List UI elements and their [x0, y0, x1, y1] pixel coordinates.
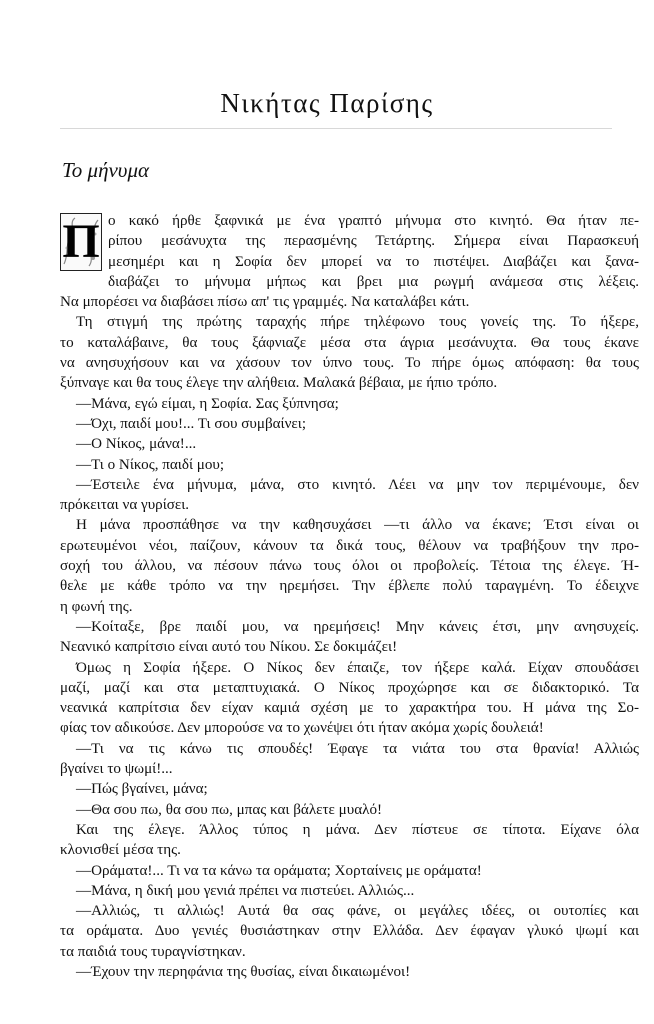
text-line: το καταλάβαινε, θα τους ξάφνιαζε μέσα στα άγρια μεσάνυχτα. Θα τους έκανε	[60, 334, 639, 351]
text-line: βγαίνει το ψωμί!...	[60, 761, 173, 778]
text-line: η φωνή της.	[60, 598, 133, 615]
text-line: πρόκειται να γυρίσει.	[60, 497, 190, 514]
text-line: Νεανικό καπρίτσιο είναι αυτό του Νίκου. Σε δοκιμάζει!	[60, 639, 398, 656]
text-line: —Τι να τις κάνω τις σπουδές! Έφαγε τα νιάτα του στα θρανία! Αλλιώς	[76, 740, 639, 757]
drop-cap-letter: Π	[62, 215, 100, 268]
text-line: διαβάζει το μήνυμα μήπως και βρει μια ρωγμή ανάμεσα στις λέξεις.	[108, 273, 639, 290]
text-line: μαζί, μαζί και στα μεταπτυχιακά. Ο Νίκος προχώρησε και σε διδακτορικό. Τα	[60, 679, 639, 696]
text-line: —Ο Νίκος, μάνα!...	[76, 436, 197, 453]
story-title: Το μήνυμα	[62, 158, 150, 182]
text-line: —Οράματα!... Τι να τα κάνω τα οράματα; Χορταίνεις με οράματα!	[76, 862, 482, 879]
text-line: τα παιδιά τους τυραγνίστηκαν.	[60, 943, 246, 960]
text-line: Και της έλεγε. Άλλος τύπος η μάνα. Δεν πίστευε σε τίποτα. Είχανε όλα	[76, 821, 639, 838]
story-body	[60, 211, 639, 982]
text-line: Τη στιγμή της πρώτης ταραχής πήρε τηλέφωνο τους γονείς της. Το ήξερε,	[76, 314, 639, 331]
text-line: μεσημέρι και η Σοφία δεν μπορεί να το πιστέψει. Διαβάζει και ξανα-	[108, 253, 639, 270]
text-line: τα οράματα. Δυο γενιές θυσιάστηκαν στην Ελλάδα. Δεν έφαγαν γλυκό ψωμί και	[60, 923, 639, 940]
text-line: —Κοίταξε, βρε παιδί μου, να ηρεμήσεις! Μην κάνεις έτσι, μην ανησυχείς.	[76, 618, 639, 635]
text-line: φίας τον αδικούσε. Δεν μπορούσε να το χωνέψει ότι ήταν ακόμα χωρίς δουλειά!	[60, 720, 544, 737]
text-line: ρίπου μεσάνυχτα της περασμένης Τετάρτης. Σήμερα είναι Παρασκευή	[108, 233, 639, 250]
text-line: νεανικά καπρίτσια δεν είχαν καμιά σχέση με το χαρακτήρα του. Η μάνα της Σο-	[60, 700, 639, 717]
text-line: —Τι ο Νίκος, παιδί μου;	[76, 456, 225, 473]
text-line: ξύπναγε και θα τους έλεγε την αλήθεια. Μαλακά βέβαια, με ήπιο τρόπο.	[60, 375, 498, 392]
text-line: —Μάνα, εγώ είμαι, η Σοφία. Σας ξύπνησα;	[76, 395, 339, 412]
text-line: —Θα σου πω, θα σου πω, μπας και βάλετε μυαλό!	[76, 801, 383, 818]
text-line: —Αλλιώς, τι αλλιώς! Αυτά θα σας φάνε, οι μεγάλες ιδέες, οι ουτοπίες και	[76, 903, 639, 920]
text-line: ερωτευμένοι νέοι, παίζουν, κάνουν τα δικά τους, θέλουν να τραβήξουν την προ-	[60, 537, 639, 554]
text-line: ο κακό ήρθε ξαφνικά με ένα γραπτό μήνυμα στο κινητό. Θα ήταν πε-	[108, 213, 639, 229]
header-divider	[60, 128, 612, 129]
text-line: —Μάνα, η δική μου γενιά πρέπει να πιστεύει. Αλλιώς...	[76, 882, 415, 899]
text-line: σοχή του άλλου, να πέσουν πάνω τους όλοι οι προβολείς. Τέτοια της έλεγε. Ή-	[60, 558, 639, 575]
text-line: Η μάνα προσπάθησε να την καθησυχάσει —τι άλλο να έκανε; Έτσι είναι οι	[76, 517, 639, 534]
text-line: —Όχι, παιδί μου!... Τι σου συμβαίνει;	[76, 415, 307, 432]
text-line: —Έχουν την περηφάνια της θυσίας, είναι δικαιωμένοι!	[76, 963, 411, 980]
text-line: —Πώς βγαίνει, μάνα;	[76, 781, 208, 798]
text-line: κλονισθεί μέσα της.	[60, 842, 181, 859]
author-name: Νικήτας Παρίσης	[220, 88, 434, 118]
text-line: θελε με κάθε τρόπο να την ηρεμήσει. Την έβλεπε πολύ ταραγμένη. Το έδειχνε	[60, 578, 639, 595]
text-line: Όμως η Σοφία ήξερε. Ο Νίκος δεν έπαιζε, τον ήξερε καλά. Είχαν σπουδάσει	[76, 659, 639, 676]
text-line: —Έστειλε ένα μήνυμα, μάνα, στο κινητό. Λέει να μην τον περιμένουμε, δεν	[76, 476, 639, 493]
text-line: Να μπορέσει να διαβάσει πίσω απ' τις γραμμές. Να καταλάβει κάτι.	[60, 294, 470, 311]
text-line: να ανησυχήσουν και να χάσουν τον ύπνο τους. Το πήρε όμως απόφαση: θα τους	[60, 355, 639, 372]
